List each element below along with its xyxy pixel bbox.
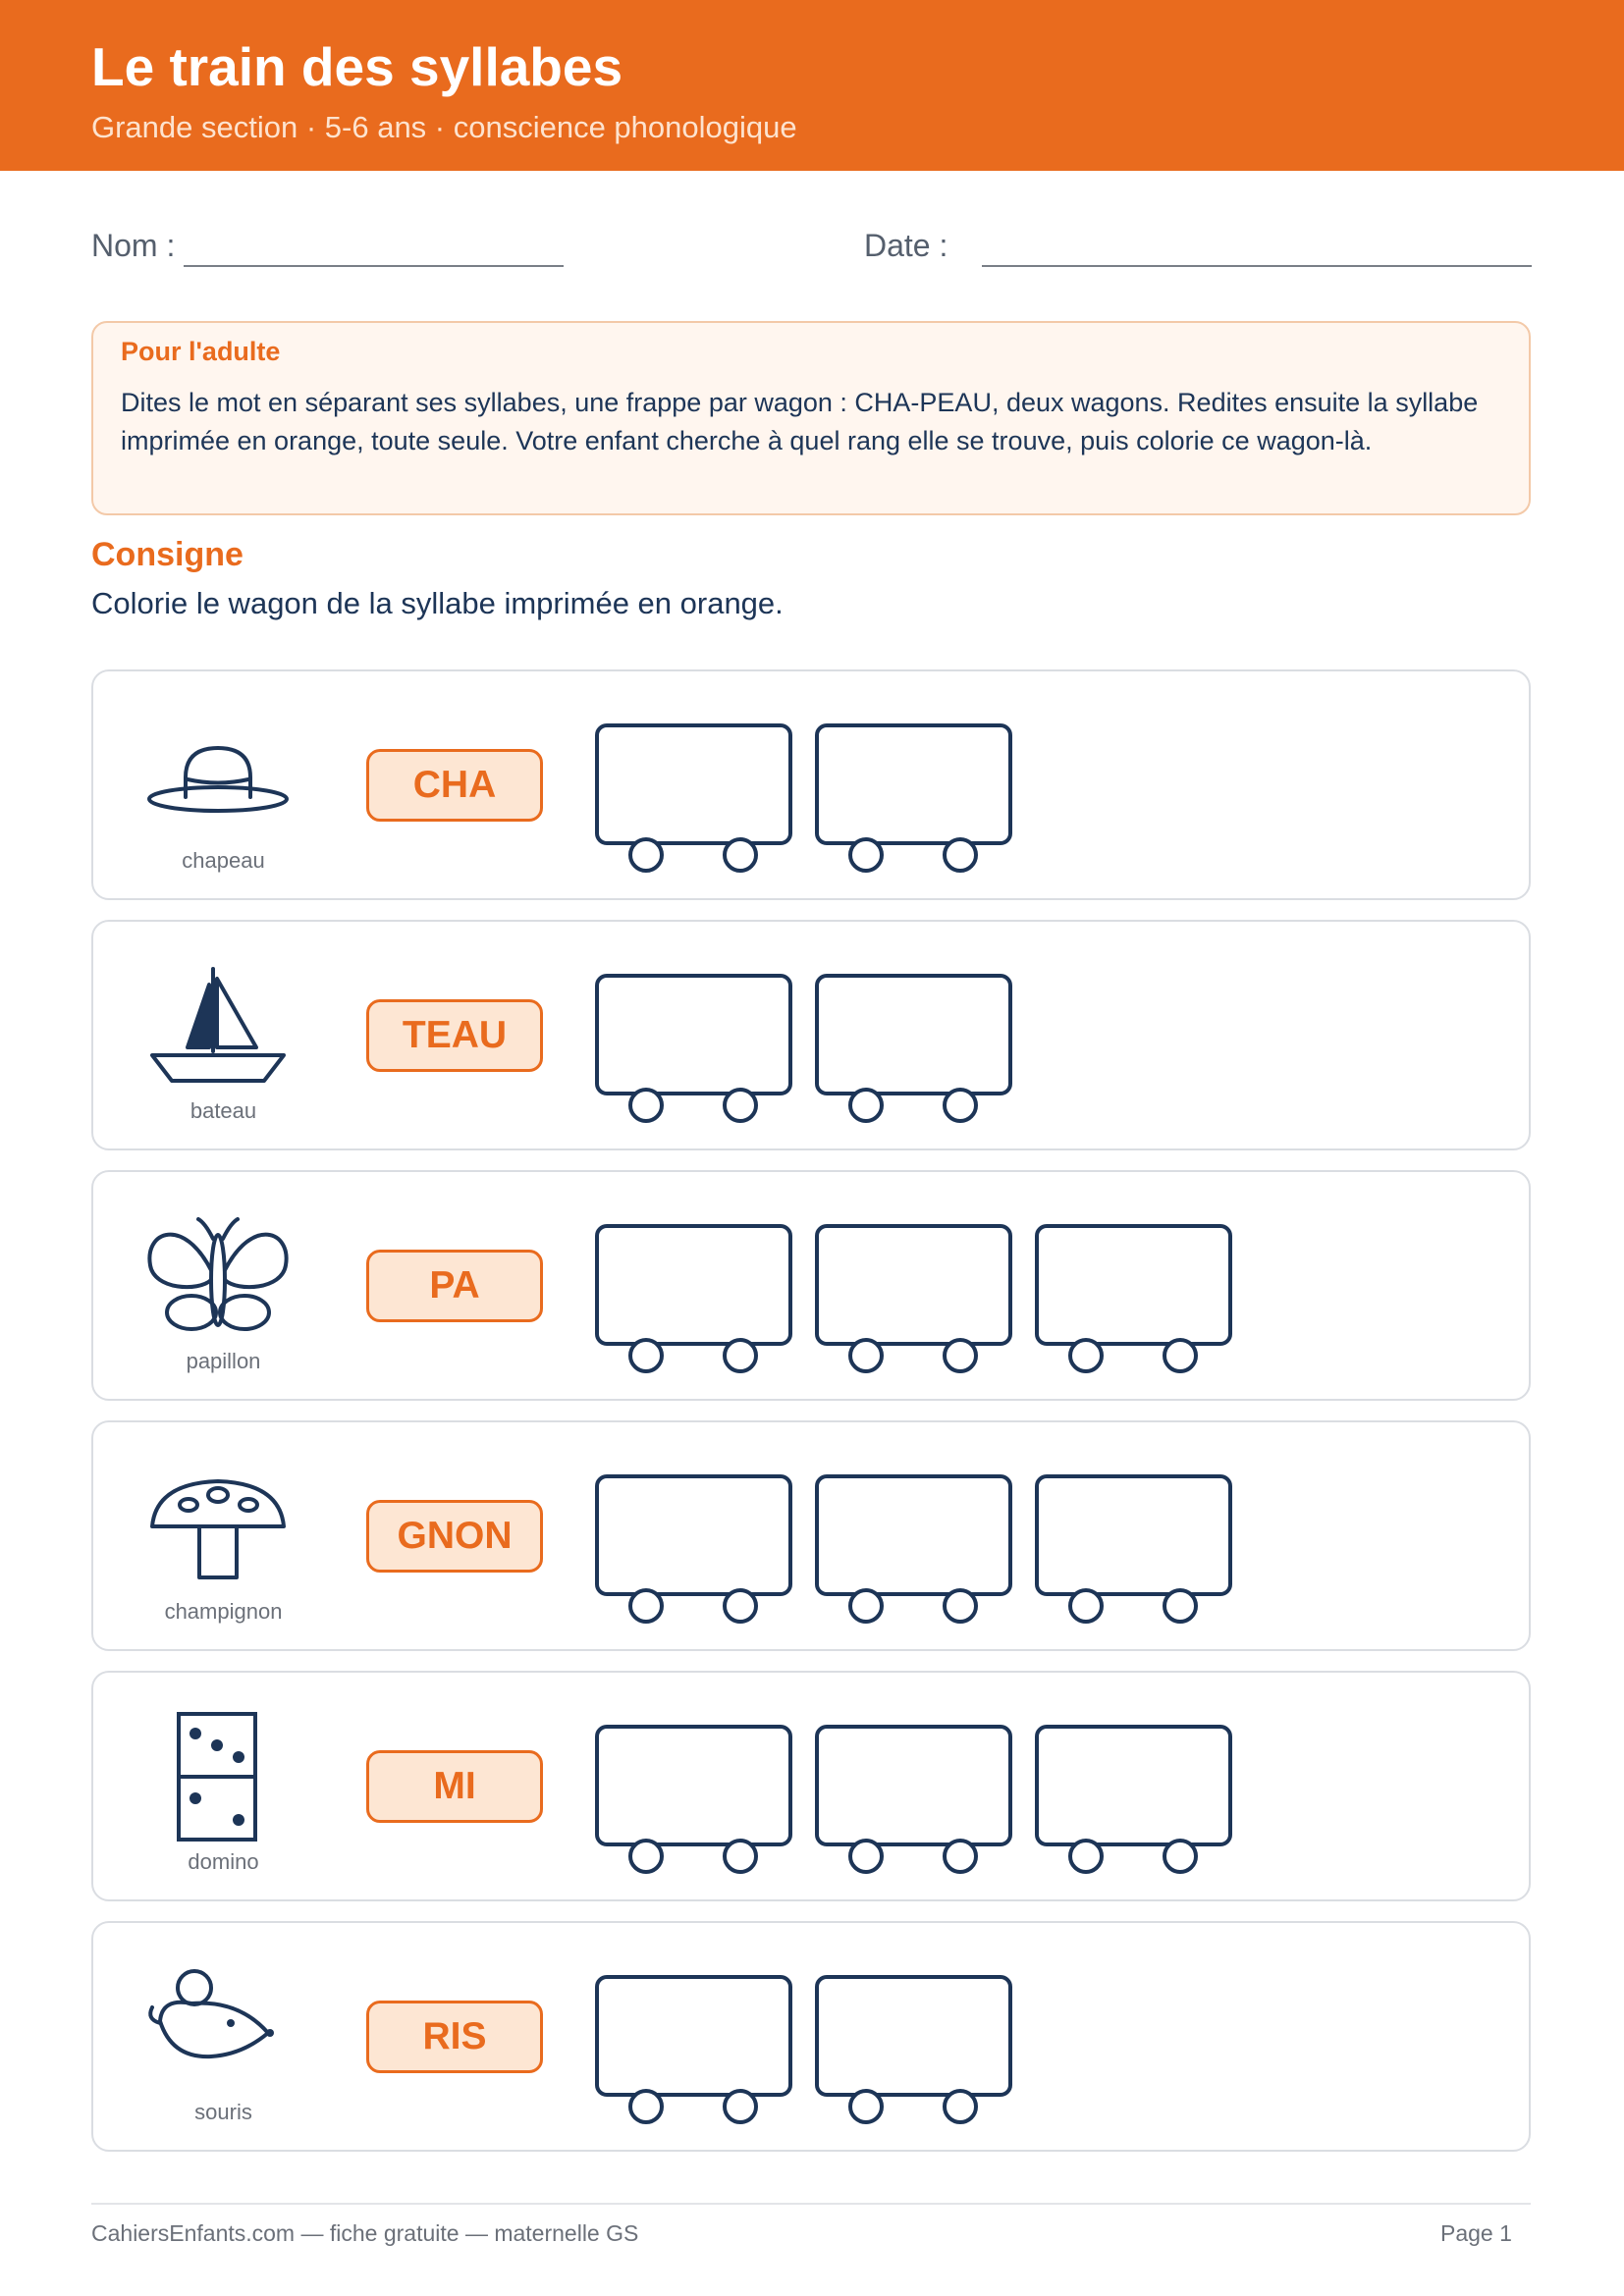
syllable-badge: TEAU (366, 999, 543, 1072)
date-field[interactable] (982, 265, 1532, 267)
wagon-wheel (630, 839, 662, 871)
wagon[interactable] (597, 1727, 790, 1872)
wagon-wheel (945, 2091, 976, 2122)
wagon[interactable] (597, 1977, 790, 2122)
wagon[interactable] (597, 1226, 790, 1371)
wagon-wheel (850, 1590, 882, 1622)
wagon-wheel (630, 1841, 662, 1872)
wagon-wheel (725, 1340, 756, 1371)
wagon-wheel (725, 2091, 756, 2122)
syllable-badge: GNON (366, 1500, 543, 1573)
mushroom-icon (144, 1462, 292, 1599)
wagon-wheel (1070, 1340, 1102, 1371)
page-subtitle: Grande section · 5-6 ans · conscience phonologique (91, 110, 797, 144)
wagon-wheel (1164, 1841, 1196, 1872)
adult-info-box (91, 321, 1531, 515)
wagon[interactable] (817, 1476, 1010, 1622)
wagon[interactable] (817, 1977, 1010, 2122)
wagon-wheel (1070, 1590, 1102, 1622)
page-title: Le train des syllabes (91, 36, 623, 97)
wagon[interactable] (1037, 1476, 1230, 1622)
sailboat-icon (144, 961, 292, 1098)
word-label: chapeau (182, 848, 265, 873)
wagon-wheel (850, 839, 882, 871)
instruction-title: Consigne (91, 536, 244, 573)
wagon[interactable] (817, 1727, 1010, 1872)
word-label: domino (188, 1849, 259, 1874)
adult-box-title: Pour l'adulte (121, 337, 281, 366)
wagon[interactable] (597, 725, 790, 871)
wagon-wheel (1070, 1841, 1102, 1872)
wagon[interactable] (817, 1226, 1010, 1371)
wagon-train[interactable] (594, 1724, 1281, 1881)
exercise-row (91, 1420, 1531, 1651)
wagon-wheel (945, 1841, 976, 1872)
instruction-text: Colorie le wagon de la syllabe imprimée en orange. (91, 586, 784, 620)
wagon-wheel (725, 1590, 756, 1622)
wagon-wheel (725, 1841, 756, 1872)
syllable-badge: MI (366, 1750, 543, 1823)
wagon-train[interactable] (594, 1473, 1281, 1630)
wagon-train[interactable] (594, 973, 1281, 1130)
butterfly-icon (144, 1211, 292, 1349)
wagon-wheel (850, 2091, 882, 2122)
date-label: Date : (864, 228, 948, 263)
syllable-badge: RIS (366, 2001, 543, 2073)
wagon[interactable] (1037, 1727, 1230, 1872)
wagon[interactable] (817, 976, 1010, 1121)
name-field[interactable] (184, 265, 564, 267)
wagon-wheel (630, 2091, 662, 2122)
word-label: bateau (189, 1098, 257, 1123)
wagon-wheel (1164, 1340, 1196, 1371)
hat-icon (144, 711, 292, 848)
exercise-row (91, 1671, 1531, 1901)
wagon[interactable] (597, 1476, 790, 1622)
wagon-wheel (850, 1340, 882, 1371)
exercise-row (91, 1170, 1531, 1401)
footer-divider (91, 2203, 1531, 2205)
wagon-wheel (630, 1590, 662, 1622)
page-header (0, 0, 1624, 171)
syllable-badge: PA (366, 1250, 543, 1322)
exercise-row (91, 920, 1531, 1150)
wagon[interactable] (597, 976, 790, 1121)
domino-icon (144, 1712, 292, 1849)
wagon-wheel (1164, 1590, 1196, 1622)
wagon-wheel (630, 1340, 662, 1371)
wagon-wheel (850, 1841, 882, 1872)
wagon[interactable] (1037, 1226, 1230, 1371)
adult-box-text: Dites le mot en séparant ses syllabes, une frappe par wagon : CHA-PEAU, deux wagons. Redites ensuite la syllabe imprimée en orange, toute seule. Votre enfant cherche à quel rang elle se trouve, puis colorie ce wagon-là. (121, 388, 1479, 455)
name-label: Nom : (91, 228, 176, 263)
footer-source: CahiersEnfants.com — fiche gratuite — maternelle GS (91, 2220, 639, 2246)
wagon-wheel (725, 1090, 756, 1121)
wagon-wheel (945, 1340, 976, 1371)
mouse-icon (144, 1962, 292, 2100)
wagon-wheel (725, 839, 756, 871)
wagon-train[interactable] (594, 1974, 1281, 2131)
wagon-train[interactable] (594, 1223, 1281, 1380)
syllable-badge: CHA (366, 749, 543, 822)
word-label: souris (194, 2100, 252, 2124)
word-label: papillon (186, 1349, 261, 1373)
page-number: Page 1 (1440, 2220, 1512, 2246)
wagon-train[interactable] (594, 722, 1281, 880)
wagon-wheel (945, 839, 976, 871)
wagon-wheel (630, 1090, 662, 1121)
wagon-wheel (850, 1090, 882, 1121)
exercise-row (91, 1921, 1531, 2152)
exercise-row (91, 669, 1531, 900)
wagon[interactable] (817, 725, 1010, 871)
wagon-wheel (945, 1590, 976, 1622)
wagon-wheel (945, 1090, 976, 1121)
word-label: champignon (164, 1599, 283, 1624)
